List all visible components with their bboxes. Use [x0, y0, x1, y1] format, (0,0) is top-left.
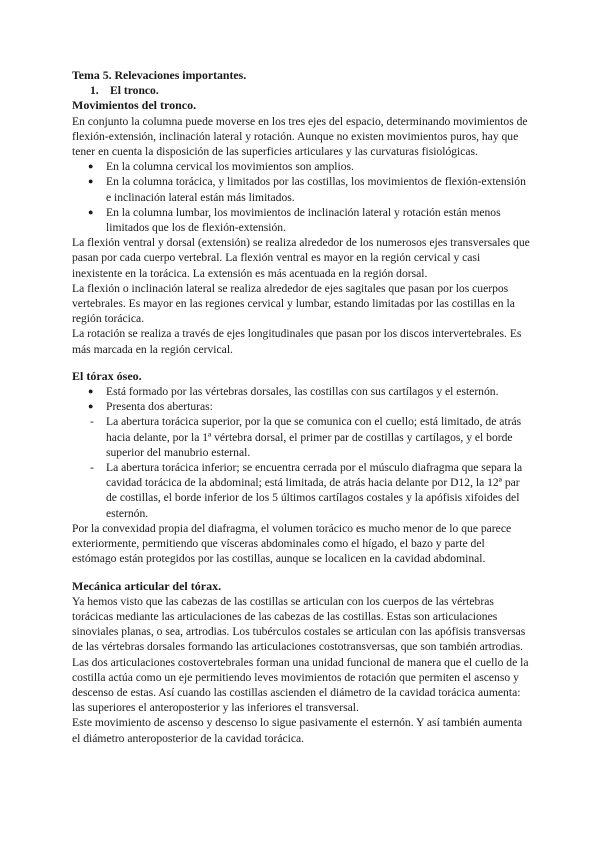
numbered-item	[72, 83, 530, 98]
list-item: - La abertura torácica inferior; se encuentra cerrada por el músculo diafragma que separa la cavidad torácica de la abdominal; está limitada, de atrás hacia delante por D12, la 12ª par de costillas, el borde inferior de los 5 últimos cartílagos costales y la apófisis xifoides del esternón.	[72, 460, 530, 521]
paragraph: Las dos articulaciones costovertebrales forman una unidad funcional de manera que el cuello de la costilla actúa como un eje permitiendo leves movimientos de rotación que permiten el ascenso y descenso de estas. Así cuando las costillas ascienden el diámetro de la cavidad torácica aumenta: las superiores el anteroposterior y las inferiores el transversal.	[72, 655, 529, 715]
list-item: ● En la columna torácica, y limitados por las costillas, los movimientos de flexión-extensión e inclinación lateral están más limitados.	[72, 174, 530, 204]
paragraph: Este movimiento de ascenso y descenso lo sigue pasivamente el esternón. Y así también aumenta el diámetro anteroposterior de la cavidad torácica.	[72, 716, 523, 745]
paragraph: La rotación se realiza a través de ejes longitudinales que pasan por los discos intervertebrales. Es más marcada en la región cervical.	[72, 327, 522, 356]
paragraph: La flexión ventral y dorsal (extensión) se realiza alrededor de los numerosos ejes transversales que pasan por cada cuerpo vertebral. La flexión ventral es mayor en la región cervical y casi inexistente en la torácica. La extensión es más acentuada en la región dorsal.	[72, 236, 530, 280]
item-number: 1.	[90, 84, 99, 98]
list-item: ● En la columna lumbar, los movimientos de inclinación lateral y rotación están menos limitados que los de flexión-extensión.	[72, 205, 530, 235]
section-heading-torax-oseo: El tórax óseo.	[72, 368, 142, 383]
list-item: ● Presenta dos aberturas:	[72, 399, 530, 414]
paragraph: Por la convexidad propia del diafragma, el volumen torácico es mucho menor de lo que parece exteriormente, permitiendo que vísceras abdominales como el hígado, el bazo y parte del estómago están protegidos por las costillas, aunque se localicen en la cavidad abdominal.	[72, 521, 512, 566]
list-item: ● En la columna cervical los movimientos son amplios.	[72, 159, 530, 174]
item-text: El tronco.	[110, 84, 159, 98]
bullet-list	[72, 384, 530, 414]
section-heading-movimientos: Movimientos del tronco.	[72, 98, 197, 113]
paragraph: Ya hemos visto que las cabezas de las costillas se articulan con los cuerpos de las vértebras torácicas mediante las articulaciones de las cabezas de las costillas. Estas son articulaciones sinoviales planas, o sea, artrodias. Los tubérculos costales se articulan con las apófisis transversas de las vértebras dorsales formando las articulaciones costotransversas, que son también artrodias.	[72, 594, 526, 654]
list-item: ● Está formado por las vértebras dorsales, las costillas con sus cartílagos y el esternón.	[72, 384, 530, 399]
section-heading-mecanica: Mecánica articular del tórax.	[72, 578, 222, 593]
document-title: Tema 5. Relevaciones importantes.	[72, 68, 247, 82]
list-item: - La abertura torácica superior, por la que se comunica con el cuello; está limitado, de atrás hacia delante, por la 1ª vértebra dorsal, el primer par de costillas y cartílagos, y el borde superior del manubrio esternal.	[72, 414, 530, 460]
dash-list	[72, 414, 530, 520]
paragraph: En conjunto la columna puede moverse en los tres ejes del espacio, determinando movimientos de flexión-extensión, inclinación lateral y rotación. Aunque no existen movimientos puros, hay que tener en cuenta la disposición de las superficies articulares y las curvaturas fisiológicas.	[72, 114, 528, 159]
bullet-list	[72, 159, 530, 235]
paragraph: La flexión o inclinación lateral se realiza alrededor de ejes sagitales que pasan por los cuerpos vertebrales. Es mayor en las regiones cervical y lumbar, estando limitadas por las costillas en la región torácica.	[72, 281, 515, 326]
